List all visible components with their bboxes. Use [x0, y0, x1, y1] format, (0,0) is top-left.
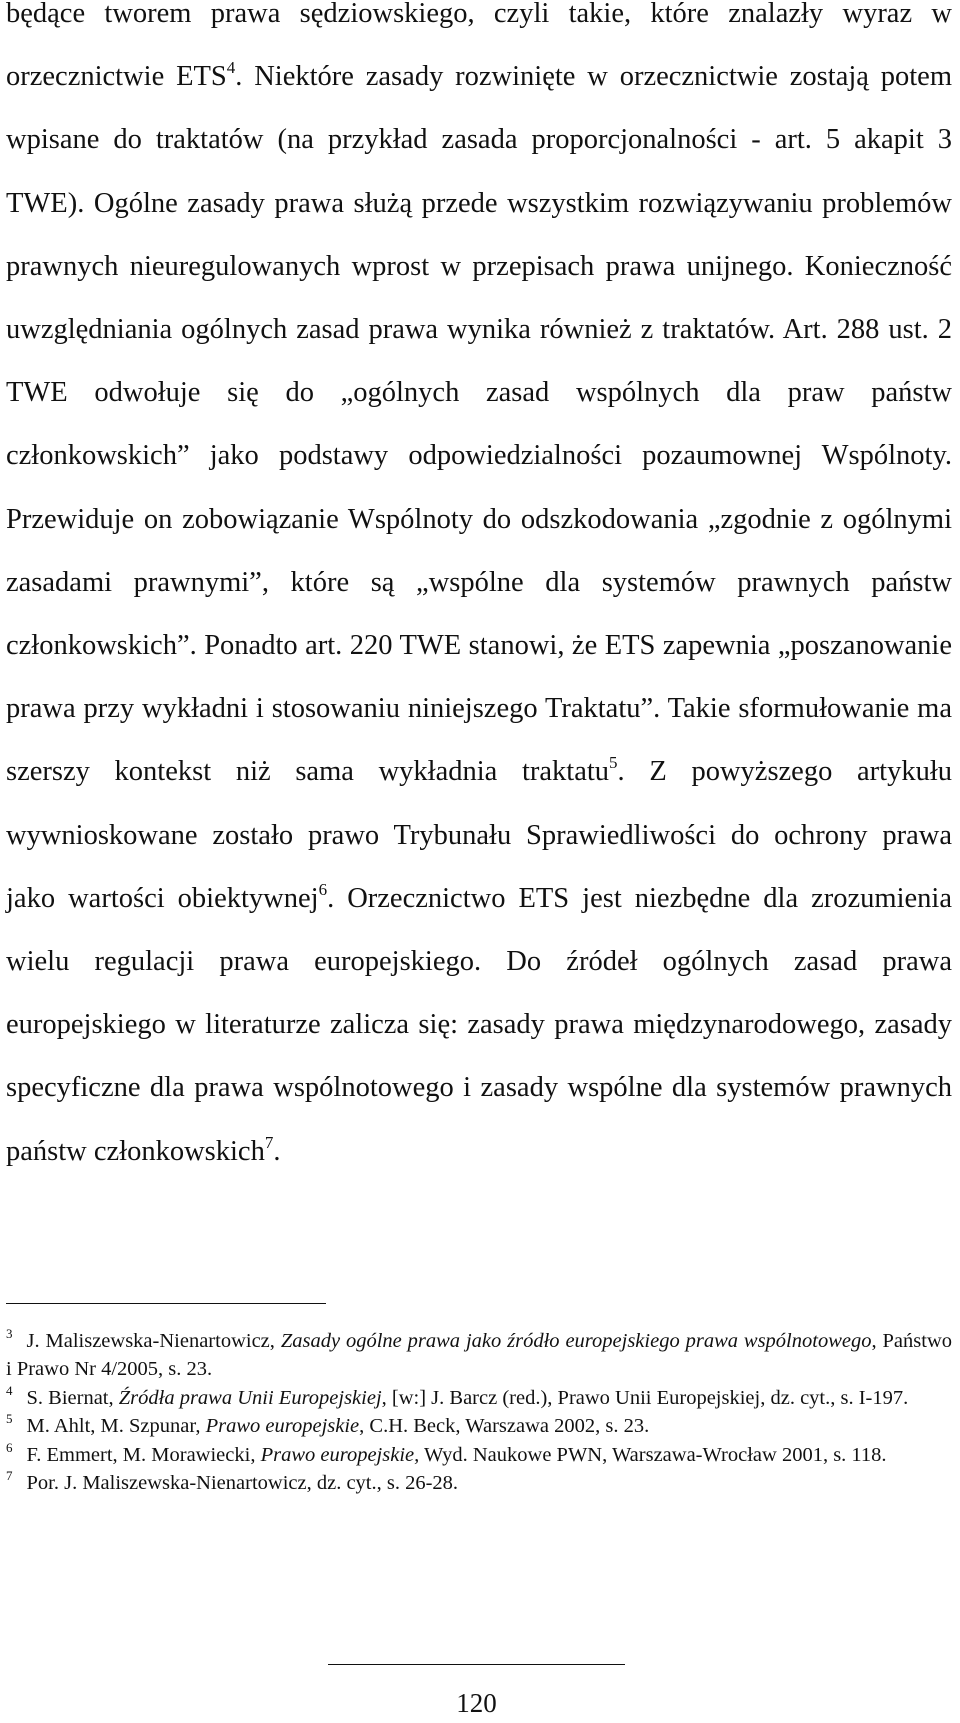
footnote-title: Prawo europejskie	[205, 1415, 360, 1438]
body-paragraph	[6, 0, 952, 1183]
footnote-text: Wyd. Naukowe PWN, Warszawa-Wrocław 2001, s. 118.	[419, 1443, 887, 1466]
footnote-text: , Państwo i Prawo Nr 4/2005, s. 23.	[6, 1330, 952, 1381]
footnote-separator	[6, 1303, 326, 1304]
body-text-segment: . Orzecznictwo ETS jest niezbędne dla zrozumienia wielu regulacji prawa europejskiego. Do źródeł ogólnych zasad prawa europejskiego w literaturze zalicza się: zasady prawa międzynarodowego, zasady specyficzne dla prawa wspólnotowego i zasady wspólne dla systemów prawnych państw członkowskich	[6, 882, 952, 1167]
footnote-title: Prawo europejskie,	[260, 1443, 420, 1466]
footnote-text: Por. J. Maliszewska-Nienartowicz, dz. cyt., s. 26-28.	[26, 1472, 459, 1495]
footnote-ref-5: 5	[609, 753, 618, 773]
body-text-segment: .	[273, 1135, 281, 1167]
footnote-number: 4	[6, 1382, 13, 1398]
body-text-segment: . Niektóre zasady rozwinięte w orzecznictwie zostają potem wpisane do traktatów (na przykład zasada proporcjonalności - art. 5 akapit 3 TWE). Ogólne zasady prawa służą przede wszystkim rozwiązywaniu problemów prawnych nieuregulowanych wprost w przepisach prawa unijnego. Konieczność uwzględniania ogólnych zasad prawa wynika również z traktatów. Art. 288 ust. 2 TWE odwołuje się do „ogólnych zasad wspólnych dla praw państw członkowskich” jako podstawy odpowiedzialności pozaumownej Wspólnoty. Przewiduje on zobowiązanie Wspólnoty do odszkodowania „zgodnie z ogólnymi zasadami prawnymi”, które są „wspólne dla systemów prawnych państw członkowskich”. Ponadto art. 220 TWE stanowi, że ETS zapewnia „poszanowanie prawa przy wykładni i stosowaniu niniejszego Traktatu”. Takie sformułowanie ma szerszy kontekst niż sama wykładnia traktatu	[6, 61, 952, 788]
footnote-7	[6, 1469, 952, 1497]
footnote-title: Zasady ogólne prawa jako źródło europejskiego prawa wspólnotowego	[280, 1330, 872, 1352]
footnote-text: , [w:] J. Barcz (red.), Prawo Unii Europejskiej, dz. cyt., s. I-197.	[381, 1386, 909, 1409]
page-number: 120	[456, 1688, 497, 1718]
footnote-5	[6, 1412, 952, 1440]
footnote-ref-4: 4	[226, 58, 236, 78]
footnote-number: 6	[6, 1439, 13, 1455]
footnote-3	[6, 1327, 952, 1384]
footnote-number: 7	[6, 1468, 13, 1484]
footnote-text: F. Emmert, M. Morawiecki,	[26, 1443, 261, 1466]
footnote-6	[6, 1441, 952, 1469]
footnote-number: 5	[6, 1411, 13, 1427]
footnote-text: , C.H. Beck, Warszawa 2002, s. 23.	[359, 1415, 650, 1438]
footnote-ref-6: 6	[318, 879, 328, 899]
footnote-text: S. Biernat,	[26, 1386, 119, 1409]
footnote-ref-7: 7	[264, 1132, 274, 1152]
body-text-segment: będące tworem prawa sędziowskiego, czyli takie, które znalazły wyraz w orzecznictwie ETS	[6, 0, 952, 93]
footnote-title: Źródła prawa Unii Europejskiej	[118, 1386, 382, 1409]
footnote-text: M. Ahlt, M. Szpunar,	[26, 1415, 206, 1438]
footnote-number: 3	[6, 1326, 13, 1341]
footnotes	[6, 1327, 952, 1497]
page-number-rule	[328, 1664, 625, 1665]
footnote-4	[6, 1384, 952, 1412]
footnote-text: J. Maliszewska-Nienartowicz,	[26, 1330, 281, 1352]
body-text-segment: . Z powyższego artykułu wywnioskowane zostało prawo Trybunału Sprawiedliwości do ochrony prawa jako wartości obiektywnej	[6, 756, 952, 914]
